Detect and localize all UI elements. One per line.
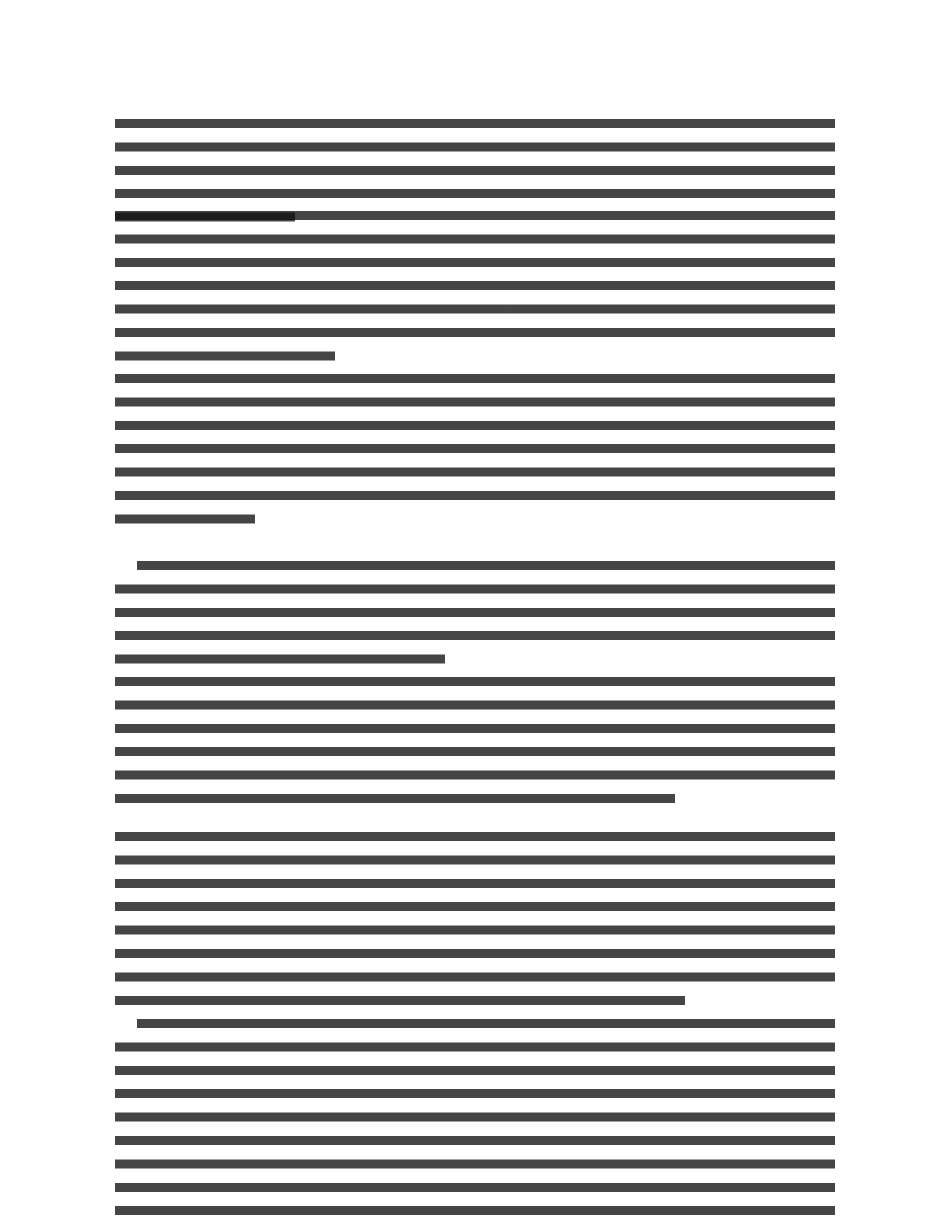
paragraph-block bbox=[115, 553, 835, 670]
paragraph-block bbox=[115, 203, 835, 367]
paragraph-block bbox=[115, 824, 835, 1012]
paragraph-block bbox=[115, 366, 835, 530]
paragraph-block bbox=[115, 1011, 835, 1222]
paragraph-block bbox=[115, 669, 835, 810]
